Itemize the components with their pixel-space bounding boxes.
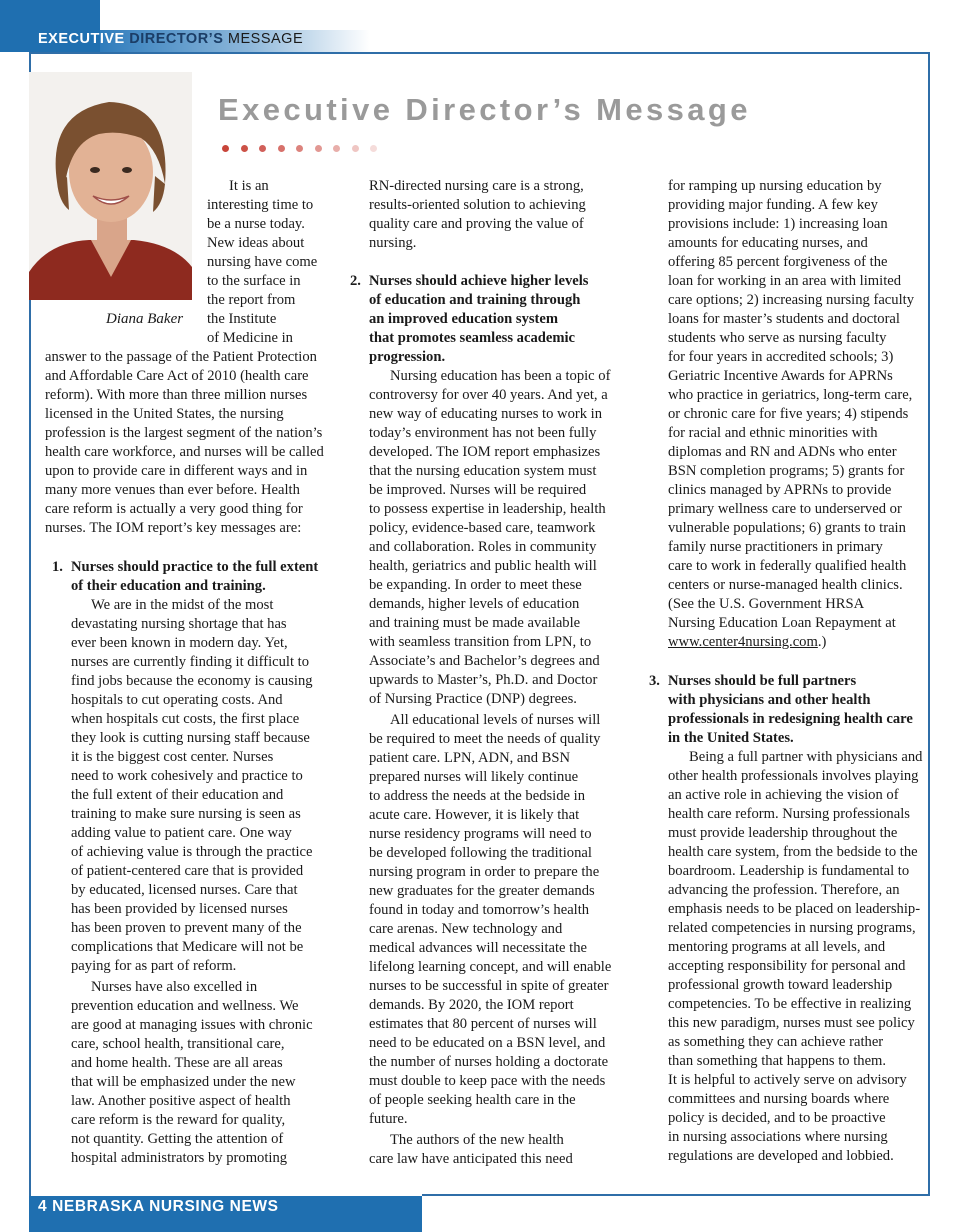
- body-line: policy is decided, and to be proactive: [668, 1110, 886, 1126]
- decorative-dot: [259, 145, 266, 152]
- list-heading-line: of education and training through: [369, 292, 581, 308]
- body-line: today’s environment has not been fully: [369, 425, 597, 441]
- body-line: offering 85 percent forgiveness of the: [668, 254, 888, 270]
- body-line: diplomas and RN and ADNs who enter: [668, 444, 897, 460]
- list-heading-line: in the United States.: [668, 730, 794, 746]
- decorative-dot: [296, 145, 303, 152]
- author-photo: [29, 72, 192, 300]
- body-line: reform). With more than three million nurses: [45, 387, 308, 403]
- section-label: [38, 31, 303, 47]
- body-line-with-link: [668, 633, 826, 652]
- body-line: Associate’s and Bachelor’s degrees and: [369, 653, 600, 669]
- body-line: provisions include: 1) increasing loan: [668, 216, 888, 232]
- body-line: to possess expertise in leadership, health: [369, 501, 606, 517]
- list-heading-line: progression.: [369, 349, 446, 365]
- body-line: must double to keep pace with the needs: [369, 1073, 606, 1089]
- decorative-dot: [315, 145, 322, 152]
- body-line: nursing have come: [207, 254, 318, 270]
- body-line: or chronic care for five years; 4) stipends: [668, 406, 909, 422]
- photo-caption: Diana Baker: [106, 311, 184, 327]
- body-line: law. Another positive aspect of health: [71, 1093, 291, 1109]
- body-line: be a nurse today.: [207, 216, 305, 232]
- body-line: nurse residency programs will need to: [369, 826, 592, 842]
- body-line: loan for working in an area with limited: [668, 273, 902, 289]
- decorative-dot: [241, 145, 248, 152]
- list-number: 3.: [649, 673, 660, 689]
- body-line: care, school health, transitional care,: [71, 1036, 285, 1052]
- body-line: health, geriatrics and public health will: [369, 558, 597, 574]
- body-line: mentoring programs at all levels, and: [668, 939, 886, 955]
- body-line: estimates that 80 percent of nurses will: [369, 1016, 597, 1032]
- body-line: health care system, from the bedside to the: [668, 844, 918, 860]
- body-line: primary wellness care to underserved or: [668, 501, 902, 517]
- body-line: by educated, licensed nurses. Care that: [71, 882, 298, 898]
- body-line: We are in the midst of the most: [91, 597, 274, 613]
- body-line: health care reform. Nursing professionals: [668, 806, 910, 822]
- body-line: of people seeking health care in the: [369, 1092, 576, 1108]
- title-dot-rule: [222, 139, 389, 149]
- list-heading-line: with physicians and other health: [668, 692, 871, 708]
- list-heading-line: professionals in redesigning health care: [668, 711, 913, 727]
- body-line: Nursing education has been a topic of: [390, 368, 611, 384]
- list-number: 2.: [350, 273, 361, 289]
- body-line: nurses. The IOM report’s key messages are:: [45, 520, 302, 536]
- body-line: than something that happens to them.: [668, 1053, 887, 1069]
- body-line: of achieving value is through the practice: [71, 844, 313, 860]
- body-line: competencies. To be effective in realizing: [668, 996, 912, 1012]
- body-line: new way of educating nurses to work in: [369, 406, 603, 422]
- body-line: care reform is the reward for quality,: [71, 1112, 286, 1128]
- body-line: as something they can achieve rather: [668, 1034, 884, 1050]
- body-line: policy, evidence-based care, teamwork: [369, 520, 596, 536]
- body-line: developed. The IOM report emphasizes: [369, 444, 601, 460]
- body-line: must provide leadership throughout the: [668, 825, 898, 841]
- list-heading-line: Nurses should practice to the full extent: [71, 559, 319, 575]
- body-line: medical advances will necessitate the: [369, 940, 588, 956]
- body-line: emphasis needs to be placed on leadership-: [668, 901, 921, 917]
- body-line: BSN completion programs; 5) grants for: [668, 463, 905, 479]
- body-line: an active role in achieving the vision of: [668, 787, 899, 803]
- body-line: licensed in the United States, the nursing: [45, 406, 284, 422]
- body-line: care arenas. New technology and: [369, 921, 563, 937]
- body-line: care law have anticipated this need: [369, 1151, 573, 1167]
- body-line: for racial and ethnic minorities with: [668, 425, 878, 441]
- body-line: related competencies in nursing programs,: [668, 920, 916, 936]
- body-line: future.: [369, 1111, 408, 1127]
- body-line: nursing.: [369, 235, 417, 251]
- list-heading-line: that promotes seamless academic: [369, 330, 576, 346]
- body-line: be developed following the traditional: [369, 845, 592, 861]
- body-line: RN-directed nursing care is a strong,: [369, 178, 584, 194]
- body-line: be expanding. In order to meet these: [369, 577, 582, 593]
- body-line: other health professionals involves playing: [668, 768, 919, 784]
- body-line: be required to meet the needs of quality: [369, 731, 601, 747]
- body-line: hospitals to cut operating costs. And: [71, 692, 283, 708]
- body-line: lifelong learning concept, and will enable: [369, 959, 612, 975]
- body-line: clinics managed by APRNs to provide: [668, 482, 892, 498]
- list-heading-line: Nurses should be full partners: [668, 673, 857, 689]
- body-line: to address the needs at the bedside in: [369, 788, 586, 804]
- section-label-word-1: EXECUTIVE: [38, 31, 125, 47]
- body-line: loans for master’s students and doctoral: [668, 311, 900, 327]
- body-line: results-oriented solution to achieving: [369, 197, 586, 213]
- body-line: nursing program in order to prepare the: [369, 864, 600, 880]
- body-line: the number of nurses holding a doctorate: [369, 1054, 609, 1070]
- body-line: the Institute: [207, 311, 277, 327]
- body-line: and training must be made available: [369, 615, 581, 631]
- link-suffix: .): [817, 634, 827, 650]
- body-line: quality care and proving the value of: [369, 216, 584, 232]
- body-line: and home health. These are all areas: [71, 1055, 283, 1071]
- body-line: adding value to patient care. One way: [71, 825, 292, 841]
- body-line: training to make sure nursing is seen as: [71, 806, 301, 822]
- body-line: interesting time to: [207, 197, 314, 213]
- body-line: New ideas about: [207, 235, 305, 251]
- list-heading-line: of their education and training.: [71, 578, 266, 594]
- list-heading-line: Nurses should achieve higher levels: [369, 273, 589, 289]
- body-line: to the surface in: [207, 273, 301, 289]
- body-line: this new paradigm, nurses must see policy: [668, 1015, 915, 1031]
- body-line: ever been known in modern day. Yet,: [71, 635, 288, 651]
- body-line: boardroom. Leadership is fundamental to: [668, 863, 910, 879]
- body-line: has been proven to prevent many of the: [71, 920, 302, 936]
- body-line: complications that Medicare will not be: [71, 939, 304, 955]
- decorative-dot: [222, 145, 229, 152]
- body-line: demands. By 2020, the IOM report: [369, 997, 574, 1013]
- body-line: new graduates for the greater demands: [369, 883, 595, 899]
- body-line: advancing the profession. Therefore, an: [668, 882, 900, 898]
- body-line: found in today and tomorrow’s health: [369, 902, 590, 918]
- body-line: they look is cutting nursing staff because: [71, 730, 310, 746]
- body-line: the report from: [207, 292, 296, 308]
- body-line: care to work in federally qualified health: [668, 558, 907, 574]
- decorative-dot: [278, 145, 285, 152]
- body-line: find jobs because the economy is causing: [71, 673, 313, 689]
- body-line: the full extent of their education and: [71, 787, 284, 803]
- body-line: accepting responsibility for personal and: [668, 958, 906, 974]
- body-line: has been provided by licensed nurses: [71, 901, 288, 917]
- body-line: upon to provide care in different ways and in: [45, 463, 308, 479]
- body-line: health care workforce, and nurses will be called: [45, 444, 324, 460]
- body-line: many more venues than ever before. Health: [45, 482, 300, 498]
- body-line: prepared nurses will likely continue: [369, 769, 579, 785]
- body-line: upwards to Master’s, Ph.D. and Doctor: [369, 672, 598, 688]
- body-line: that the nursing education system must: [369, 463, 597, 479]
- website-link[interactable]: www.center4nursing.com: [668, 634, 818, 650]
- body-line: Nurses have also excelled in: [91, 979, 258, 995]
- body-line: committees and nursing boards where: [668, 1091, 890, 1107]
- list-heading-line: an improved education system: [369, 311, 559, 327]
- body-line: be improved. Nurses will be required: [369, 482, 587, 498]
- body-line: devastating nursing shortage that has: [71, 616, 287, 632]
- body-line: demands, higher levels of education: [369, 596, 580, 612]
- body-line: regulations are developed and lobbied.: [668, 1148, 894, 1164]
- body-line: It is an: [229, 178, 269, 194]
- body-line: profession is the largest segment of the nation’s: [45, 425, 323, 441]
- decorative-dot: [352, 145, 359, 152]
- body-line: need to work cohesively and practice to: [71, 768, 303, 784]
- body-line: providing major funding. A few key: [668, 197, 878, 213]
- body-line: with seamless transition from LPN, to: [369, 634, 592, 650]
- body-line: when hospitals cut costs, the first place: [71, 711, 300, 727]
- body-line: acute care. However, it is likely that: [369, 807, 580, 823]
- body-line: for four years in accredited schools; 3): [668, 349, 894, 365]
- body-line: (See the U.S. Government HRSA: [668, 596, 865, 612]
- footer-page-label: 4 NEBRASKA NURSING NEWS: [38, 1198, 279, 1215]
- body-line: vulnerable populations; 6) grants to train: [668, 520, 906, 536]
- body-line: The authors of the new health: [390, 1132, 564, 1148]
- section-label-word-3: MESSAGE: [227, 31, 304, 47]
- body-line: family nurse practitioners in primary: [668, 539, 883, 555]
- body-line: of patient-centered care that is provided: [71, 863, 304, 879]
- body-line: Being a full partner with physicians and: [689, 749, 923, 765]
- body-line: controversy for over 40 years. And yet, a: [369, 387, 608, 403]
- body-line: who practice in geriatrics, long-term care,: [668, 387, 913, 403]
- body-line: and Affordable Care Act of 2010 (health care: [45, 368, 309, 384]
- body-line: nurses are currently finding it difficult to: [71, 654, 310, 670]
- body-line: care options; 2) increasing nursing faculty: [668, 292, 914, 308]
- footer-rule: [422, 1194, 930, 1196]
- article-title: Executive Director’s Message: [218, 92, 751, 127]
- body-line: in nursing associations where nursing: [668, 1129, 888, 1145]
- body-line: answer to the passage of the Patient Protection: [45, 349, 317, 365]
- list-number: 1.: [52, 559, 63, 575]
- body-line: that will be emphasized under the new: [71, 1074, 296, 1090]
- body-line: Nursing Education Loan Repayment at: [668, 615, 896, 631]
- body-line: not quantity. Getting the attention of: [71, 1131, 284, 1147]
- body-line: of Medicine in: [207, 330, 293, 346]
- body-line: students who serve as nursing faculty: [668, 330, 887, 346]
- body-line: Geriatric Incentive Awards for APRNs: [668, 368, 893, 384]
- body-line: patient care. LPN, ADN, and BSN: [369, 750, 571, 766]
- body-line: for ramping up nursing education by: [668, 178, 882, 194]
- body-line: and collaboration. Roles in community: [369, 539, 597, 555]
- decorative-dot: [370, 145, 377, 152]
- body-line: It is helpful to actively serve on advisory: [668, 1072, 907, 1088]
- body-line: All educational levels of nurses will: [390, 712, 601, 728]
- body-line: centers or nurse-managed health clinics.: [668, 577, 903, 593]
- body-line: need to be educated on a BSN level, and: [369, 1035, 606, 1051]
- section-label-word-2: DIRECTOR’S: [129, 31, 224, 47]
- body-line: amounts for educating nurses, and: [668, 235, 868, 251]
- body-line: care reform is actually a very good thing for: [45, 501, 303, 517]
- body-line: it is the biggest cost center. Nurses: [71, 749, 274, 765]
- body-line: are good at managing issues with chronic: [71, 1017, 313, 1033]
- body-line: prevention education and wellness. We: [71, 998, 299, 1014]
- body-line: professional growth toward leadership: [668, 977, 893, 993]
- body-line: paying for as part of reform.: [71, 958, 237, 974]
- body-line: nurses to be successful in spite of greater: [369, 978, 609, 994]
- body-line: of Nursing Practice (DNP) degrees.: [369, 691, 577, 707]
- decorative-dot: [333, 145, 340, 152]
- body-line: hospital administrators by promoting: [71, 1150, 288, 1166]
